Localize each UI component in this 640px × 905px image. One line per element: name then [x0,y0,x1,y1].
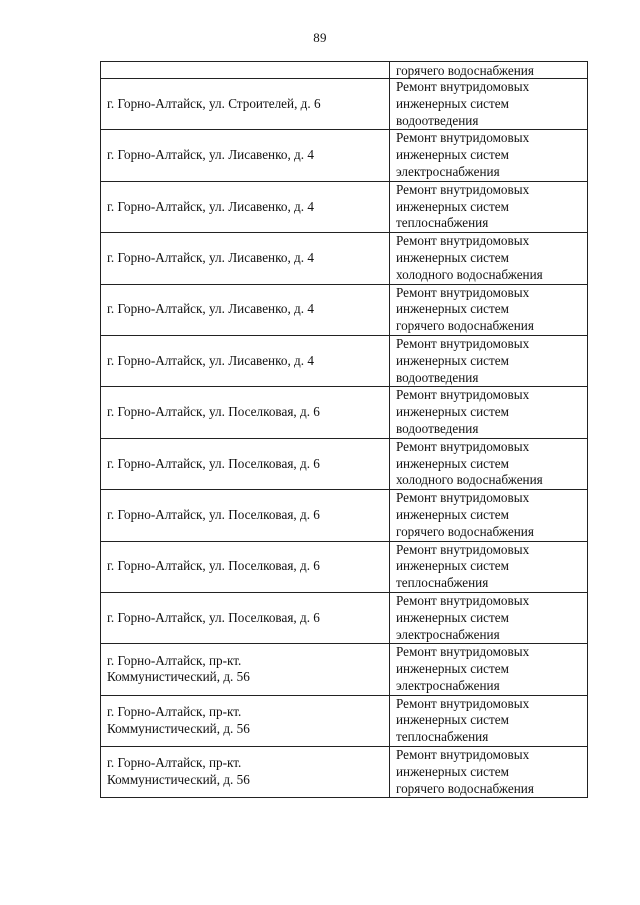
work-cell: Ремонт внутридомовых инженерных систем горячего водоснабжения [390,747,588,798]
table-row [101,181,588,232]
table-row [101,747,588,798]
work-cell: Ремонт внутридомовых инженерных систем теплоснабжения [390,695,588,746]
work-cell: Ремонт внутридомовых инженерных систем теплоснабжения [390,181,588,232]
work-cell: Ремонт внутридомовых инженерных систем холодного водоснабжения [390,438,588,489]
table-row [101,438,588,489]
table-row [101,335,588,386]
address-cell: г. Горно-Алтайск, ул. Лисавенко, д. 4 [101,284,390,335]
work-cell: Ремонт внутридомовых инженерных систем водоотведения [390,335,588,386]
table-row [101,79,588,130]
table-row [101,387,588,438]
address-cell: г. Горно-Алтайск, пр-кт. Коммунистический, д. 56 [101,644,390,695]
work-cell: Ремонт внутридомовых инженерных систем холодного водоснабжения [390,233,588,284]
work-cell: Ремонт внутридомовых инженерных систем горячего водоснабжения [390,284,588,335]
table-row [101,284,588,335]
table-row [101,592,588,643]
work-cell: Ремонт внутридомовых инженерных систем теплоснабжения [390,541,588,592]
work-cell: горячего водоснабжения [390,62,588,79]
table-row [101,62,588,79]
address-cell: г. Горно-Алтайск, ул. Лисавенко, д. 4 [101,335,390,386]
address-cell: г. Горно-Алтайск, ул. Лисавенко, д. 4 [101,181,390,232]
works-table [100,61,588,798]
work-cell: Ремонт внутридомовых инженерных систем водоотведения [390,387,588,438]
address-cell: г. Горно-Алтайск, ул. Поселковая, д. 6 [101,438,390,489]
table-row [101,541,588,592]
address-cell: г. Горно-Алтайск, пр-кт. Коммунистический, д. 56 [101,747,390,798]
address-cell: г. Горно-Алтайск, ул. Строителей, д. 6 [101,79,390,130]
address-cell: г. Горно-Алтайск, ул. Поселковая, д. 6 [101,387,390,438]
address-cell: г. Горно-Алтайск, ул. Поселковая, д. 6 [101,490,390,541]
table-row [101,695,588,746]
work-cell: Ремонт внутридомовых инженерных систем электроснабжения [390,644,588,695]
address-cell: г. Горно-Алтайск, ул. Лисавенко, д. 4 [101,233,390,284]
page-number: 89 [313,30,327,45]
address-cell: г. Горно-Алтайск, ул. Лисавенко, д. 4 [101,130,390,181]
work-cell: Ремонт внутридомовых инженерных систем электроснабжения [390,130,588,181]
address-cell: г. Горно-Алтайск, ул. Поселковая, д. 6 [101,592,390,643]
address-cell: г. Горно-Алтайск, ул. Поселковая, д. 6 [101,541,390,592]
table-row [101,130,588,181]
address-cell [101,62,390,79]
work-cell: Ремонт внутридомовых инженерных систем электроснабжения [390,592,588,643]
address-cell: г. Горно-Алтайск, пр-кт. Коммунистический, д. 56 [101,695,390,746]
work-cell: Ремонт внутридомовых инженерных систем горячего водоснабжения [390,490,588,541]
work-cell: Ремонт внутридомовых инженерных систем водоотведения [390,79,588,130]
table-row [101,644,588,695]
table-row [101,490,588,541]
table-row [101,233,588,284]
